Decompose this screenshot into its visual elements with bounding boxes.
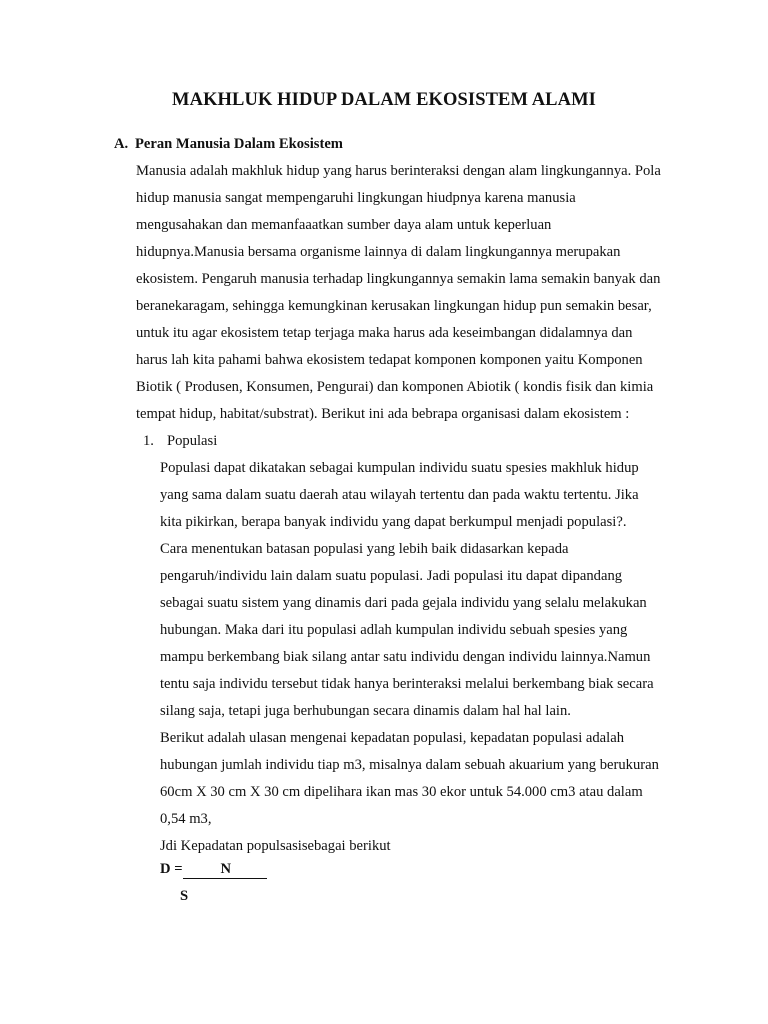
list-item-line: Populasi dapat dikatakan sebagai kumpulan individu suatu spesies makhluk hidup <box>160 460 639 476</box>
list-item-populasi <box>143 432 217 450</box>
formula-numerator-line <box>183 860 267 879</box>
density-formula <box>160 860 267 879</box>
list-item-line: tentu saja individu tersebut tidak hanya berinteraksi melalui berkembang biak secara <box>160 676 654 692</box>
formula-lhs: D = <box>160 861 183 877</box>
list-item-line: yang sama dalam suatu daerah atau wilayah tertentu dan pada waktu tertentu. Jika <box>160 487 639 503</box>
paragraph-line: mengusahakan dan memanfaaatkan sumber daya alam untuk keperluan <box>136 217 552 233</box>
list-item-line: Cara menentukan batasan populasi yang lebih baik didasarkan kepada <box>160 541 569 557</box>
document-title: MAKHLUK HIDUP DALAM EKOSISTEM ALAMI <box>172 90 596 110</box>
list-item-line: mampu berkembang biak silang antar satu individu dengan individu lainnya.Namun <box>160 649 651 665</box>
paragraph-line: hidupnya.Manusia bersama organisme lainnya di dalam lingkungannya merupakan <box>136 244 621 260</box>
section-marker: A. <box>114 136 129 152</box>
paragraph-line: tempat hidup, habitat/substrat). Berikut ini ada bebrapa organisasi dalam ekosistem : <box>136 406 630 422</box>
paragraph-line: Biotik ( Produsen, Konsumen, Pengurai) dan komponen Abiotik ( kondis fisik dan kimia <box>136 379 654 395</box>
list-item-line: Berikut adalah ulasan mengenai kepadatan populasi, kepadatan populasi adalah <box>160 730 624 746</box>
list-item-line: Jdi Kepadatan populsasisebagai berikut <box>160 838 391 854</box>
list-item-line: hubungan jumlah individu tiap m3, misalnya dalam sebuah akuarium yang berukuran <box>160 757 659 773</box>
list-item-label: Populasi <box>167 433 218 449</box>
section-heading-text: Peran Manusia Dalam Ekosistem <box>135 136 343 152</box>
paragraph-line: harus lah kita pahami bahwa ekosistem tedapat komponen komponen yaitu Komponen <box>136 352 643 368</box>
formula-denominator: S <box>180 888 189 904</box>
paragraph-line: untuk itu agar ekosistem tetap terjaga maka harus ada keseimbangan didalamnya dan <box>136 325 633 341</box>
paragraph-line: ekosistem. Pengaruh manusia terhadap lingkungannya semakin lama semakin banyak dan <box>136 271 661 287</box>
list-item-line: pengaruh/individu lain dalam suatu populasi. Jadi populasi itu dapat dipandang <box>160 568 623 584</box>
list-item-line: hubungan. Maka dari itu populasi adlah kumpulan individu sebuah spesies yang <box>160 622 628 638</box>
list-item-number: 1. <box>143 433 154 449</box>
list-item-line: silang saja, tetapi juga berhubungan secara dinamis dalam hal hal lain. <box>160 703 571 719</box>
list-item-line: sebagai suatu sistem yang dinamis dari pada gejala individu yang selalu melakukan <box>160 595 647 611</box>
paragraph-line: beranekaragam, sehingga kemungkinan kerusakan lingkungan hidup pun semakin besar, <box>136 298 652 314</box>
list-item-line: kita pikirkan, berapa banyak individu yang dapat berkumpul menjadi populasi?. <box>160 514 627 530</box>
list-item-line: 0,54 m3, <box>160 811 212 827</box>
formula-numerator: N <box>220 861 232 877</box>
list-item-line: 60cm X 30 cm X 30 cm dipelihara ikan mas 30 ekor untuk 54.000 cm3 atau dalam <box>160 784 643 800</box>
paragraph-line: Manusia adalah makhluk hidup yang harus berinteraksi dengan alam lingkungannya. Pola <box>136 163 661 179</box>
paragraph-line: hidup manusia sangat mempengaruhi lingkungan hiudpnya karena manusia <box>136 190 576 206</box>
